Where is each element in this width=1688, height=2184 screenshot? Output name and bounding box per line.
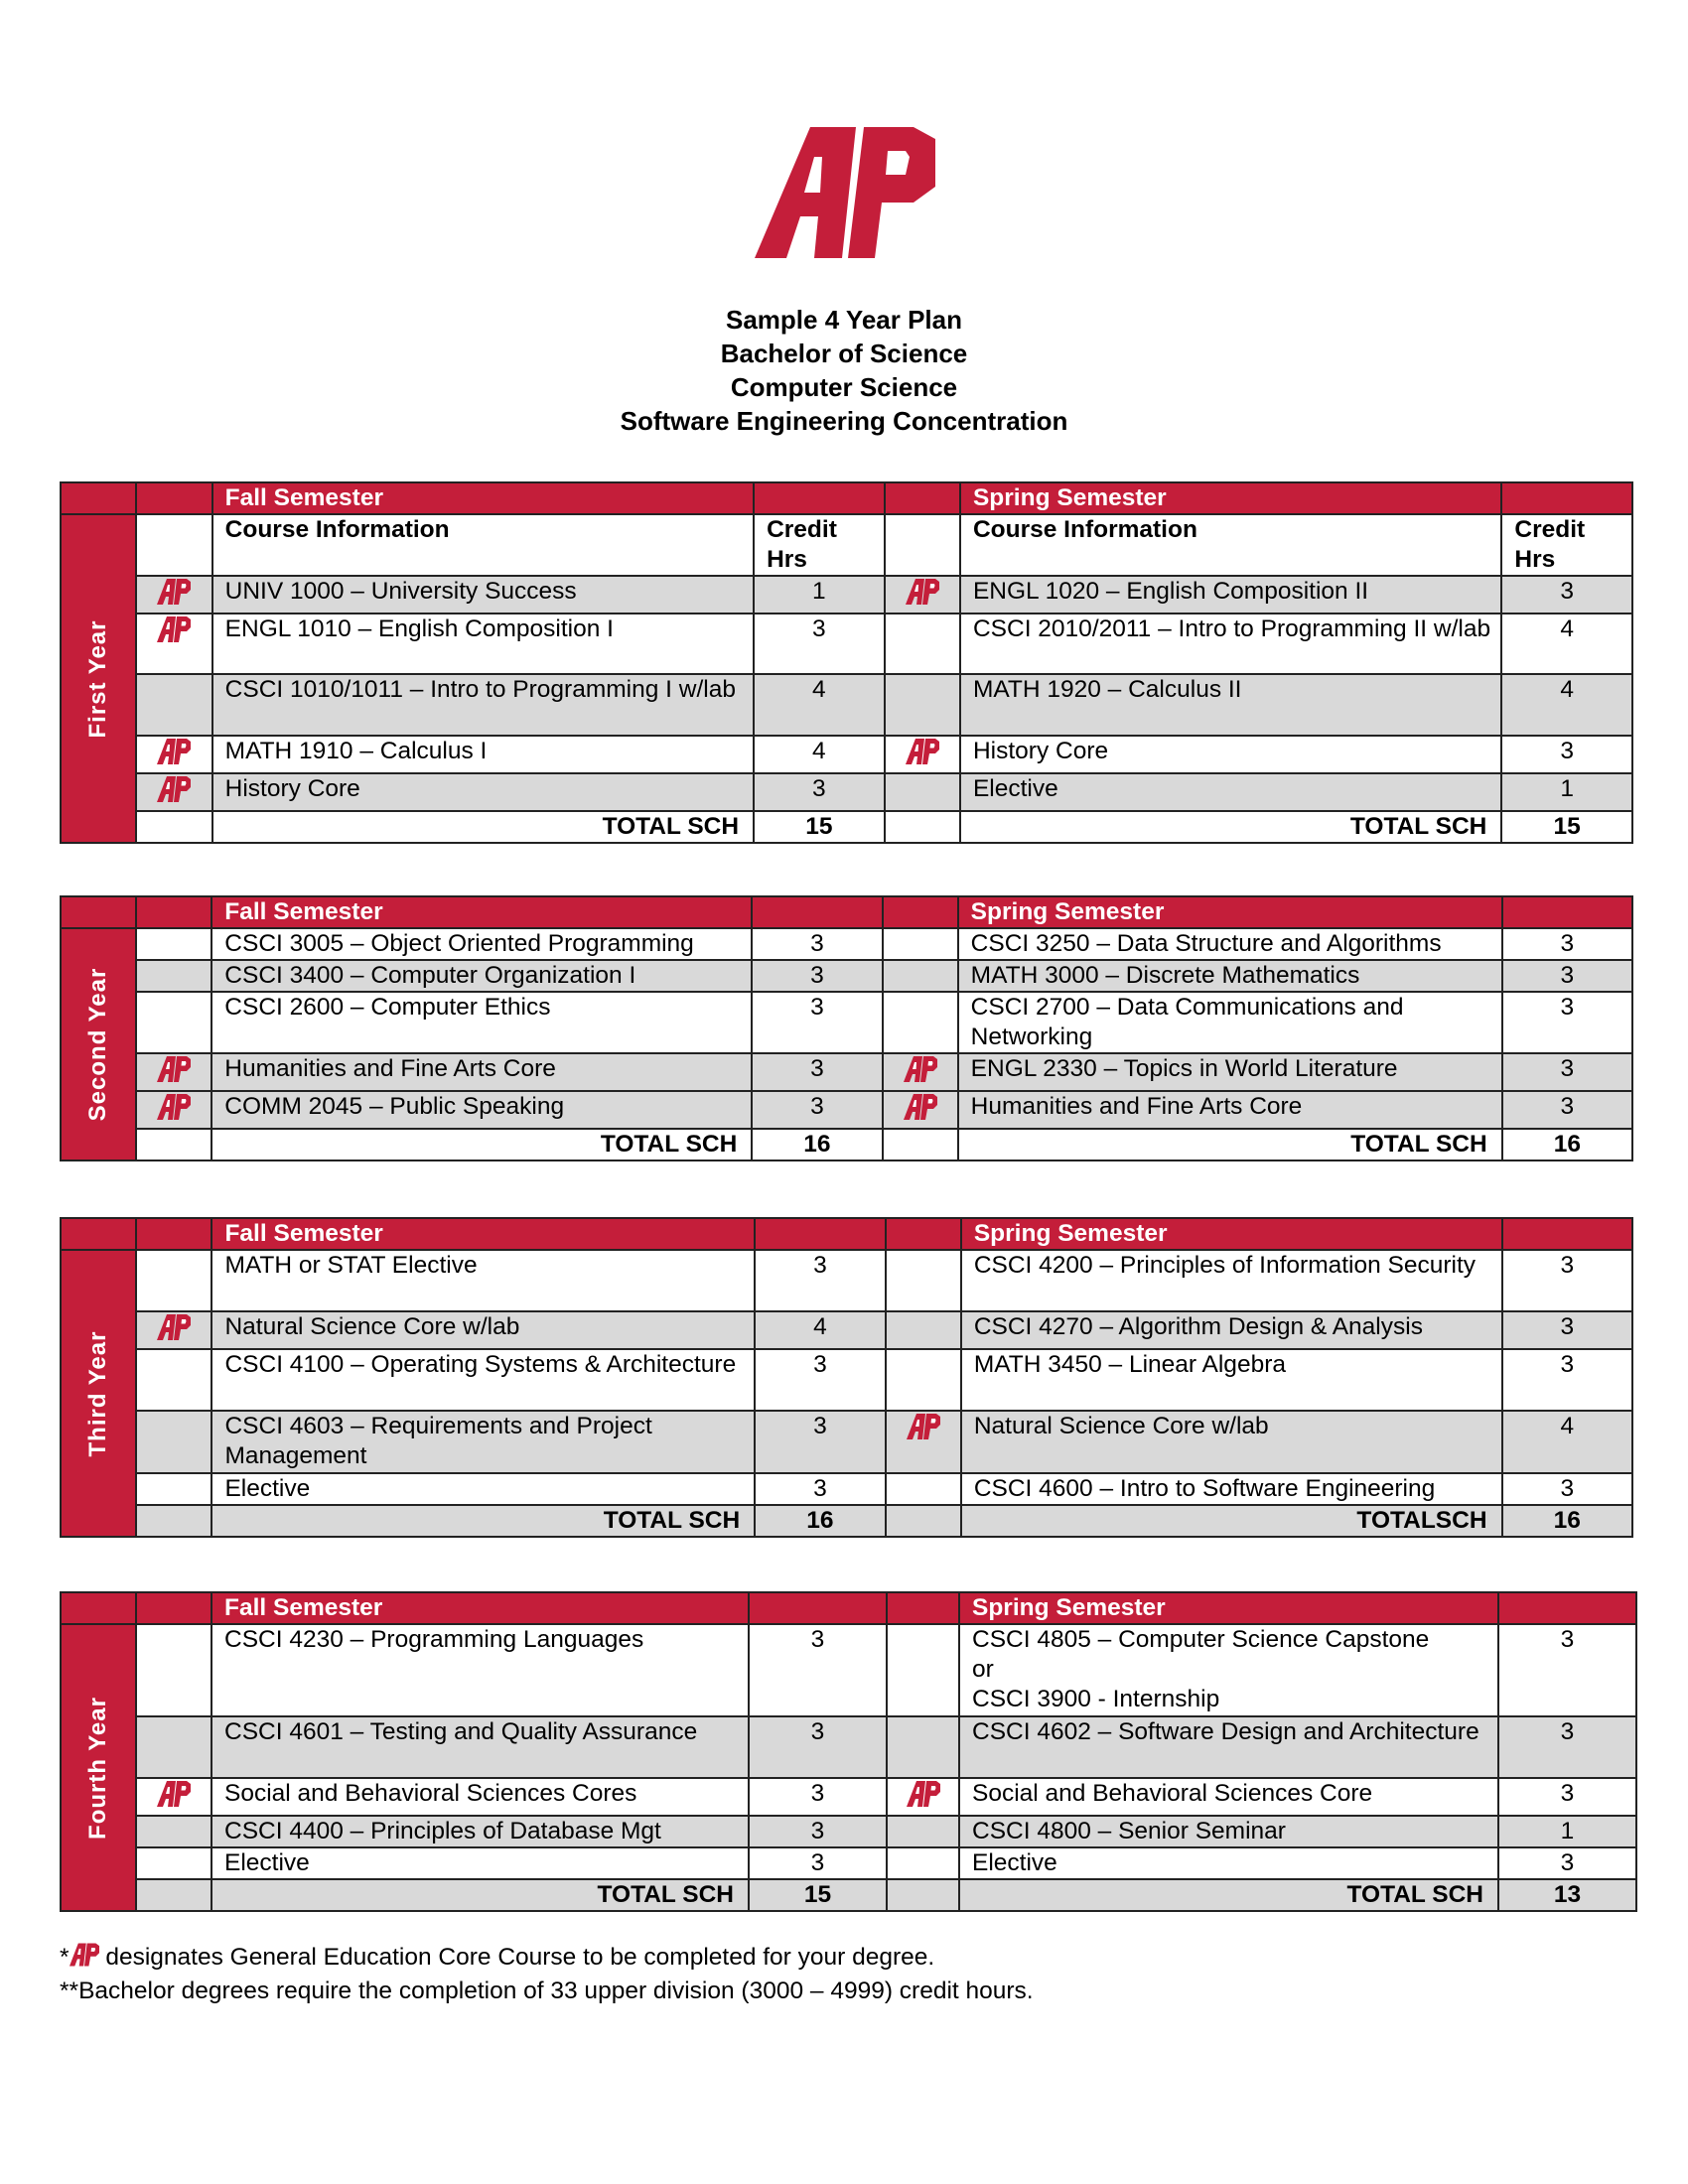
fall-core-icon-cell	[136, 1349, 211, 1411]
spring-credit-hrs: 3	[1498, 1716, 1636, 1778]
fall-credit-hrs: 3	[754, 614, 885, 674]
ap-core-icon	[157, 1056, 191, 1082]
year-table	[60, 1217, 1633, 1538]
fall-core-icon-cell	[136, 1716, 211, 1778]
spring-credit-hrs: 4	[1501, 674, 1632, 736]
fall-credit-hrs: 3	[752, 1053, 882, 1091]
ap-core-icon	[70, 1943, 99, 1967]
fall-credit-hrs: 4	[755, 1311, 885, 1349]
total-icon-cell	[136, 811, 211, 843]
spring-core-icon-cell	[883, 1091, 958, 1129]
credit-hrs-header: Credit Hrs	[754, 514, 885, 576]
year-label: Third Year	[84, 1330, 112, 1456]
spring-total-value: 15	[1501, 811, 1632, 843]
fall-course: CSCI 4601 – Testing and Quality Assurance	[211, 1716, 749, 1778]
fall-core-icon-cell	[136, 1091, 211, 1129]
spring-total-label: TOTAL SCH	[959, 1879, 1498, 1911]
spring-course: History Core	[960, 736, 1501, 773]
fall-credit-hrs: 3	[749, 1716, 887, 1778]
footnotes	[60, 1941, 1034, 2008]
fall-core-icon-cell	[136, 1816, 211, 1847]
fall-course: CSCI 3400 – Computer Organization I	[211, 960, 752, 992]
header-credit-cell	[754, 482, 885, 514]
fall-credit-hrs: 3	[752, 992, 882, 1053]
spring-course: Natural Science Core w/lab	[961, 1411, 1502, 1473]
total-icon-cell	[885, 811, 960, 843]
spring-semester-header: Spring Semester	[961, 1218, 1502, 1250]
fall-course: CSCI 4100 – Operating Systems & Architecture	[211, 1349, 755, 1411]
fall-core-icon-cell	[136, 1411, 211, 1473]
ap-core-icon	[906, 579, 939, 605]
spring-core-icon-cell	[885, 773, 960, 811]
total-icon-cell	[886, 1505, 961, 1537]
fall-course: CSCI 1010/1011 – Intro to Programming I w/lab	[212, 674, 754, 736]
spring-total-value: 16	[1502, 1129, 1632, 1160]
fall-core-icon-cell	[136, 1778, 211, 1816]
fall-core-icon-cell	[136, 992, 211, 1053]
spring-credit-hrs: 3	[1498, 1778, 1636, 1816]
course-row	[61, 1311, 1632, 1349]
fall-course: ENGL 1010 – English Composition I	[212, 614, 754, 674]
course-row	[61, 1816, 1636, 1847]
fall-credit-hrs: 3	[752, 928, 882, 960]
spring-core-icon-cell	[885, 736, 960, 773]
spring-credit-hrs: 1	[1498, 1816, 1636, 1847]
fall-credit-hrs: 3	[749, 1624, 887, 1716]
spring-course: Elective	[960, 773, 1501, 811]
spring-credit-hrs: 3	[1502, 1473, 1632, 1505]
header-icon-cell	[886, 1218, 961, 1250]
course-row	[61, 1847, 1636, 1879]
spring-course: CSCI 3250 – Data Structure and Algorithms	[958, 928, 1502, 960]
spring-core-icon-cell	[887, 1778, 959, 1816]
spring-core-icon-cell	[886, 1250, 961, 1311]
header-credit-cell	[752, 896, 882, 928]
spring-total-value: 13	[1498, 1879, 1636, 1911]
footnote-upper-division: **Bachelor degrees require the completion of 33 upper division (3000 – 4999) credit hours.	[60, 1978, 1034, 2004]
icon-cell	[136, 514, 211, 576]
fall-core-icon-cell	[136, 1847, 211, 1879]
ap-core-icon	[904, 1094, 937, 1120]
header-year-cell	[61, 896, 136, 928]
fall-credit-hrs: 4	[754, 736, 885, 773]
fall-total-value: 16	[752, 1129, 882, 1160]
course-row	[61, 674, 1632, 736]
title-line: Software Engineering Concentration	[620, 406, 1068, 436]
spring-core-icon-cell	[887, 1816, 959, 1847]
header-credit-cell	[1498, 1592, 1636, 1624]
course-row	[61, 1473, 1632, 1505]
spring-core-icon-cell	[886, 1411, 961, 1473]
title-line: Sample 4 Year Plan	[726, 305, 962, 335]
year-label-cell	[61, 1624, 136, 1911]
fall-course: MATH or STAT Elective	[211, 1250, 755, 1311]
spring-course: CSCI 4600 – Intro to Software Engineering	[961, 1473, 1502, 1505]
spring-course: CSCI 2010/2011 – Intro to Programming II w/lab	[960, 614, 1501, 674]
spring-core-icon-cell	[886, 1473, 961, 1505]
fall-course: Social and Behavioral Sciences Cores	[211, 1778, 749, 1816]
title-line: Computer Science	[730, 372, 958, 402]
year-label: Fourth Year	[84, 1696, 111, 1840]
spring-core-icon-cell	[887, 1624, 959, 1716]
spring-credit-hrs: 1	[1501, 773, 1632, 811]
year-label-cell	[61, 1250, 136, 1537]
spring-core-icon-cell	[883, 960, 958, 992]
total-icon-cell	[136, 1505, 211, 1537]
fall-course: CSCI 4603 – Requirements and Project Management	[211, 1411, 755, 1473]
footnote-asterisk: *	[60, 1944, 70, 1971]
spring-semester-header: Spring Semester	[959, 1592, 1498, 1624]
fall-total-label: TOTAL SCH	[211, 1879, 749, 1911]
fall-core-icon-cell	[136, 1624, 211, 1716]
ap-core-icon	[157, 616, 191, 642]
fall-course: Humanities and Fine Arts Core	[211, 1053, 752, 1091]
course-row	[61, 1624, 1636, 1716]
ap-core-icon	[157, 579, 191, 605]
fall-course: Elective	[211, 1847, 749, 1879]
fall-core-icon-cell	[136, 1473, 211, 1505]
fall-semester-header: Fall Semester	[211, 1592, 749, 1624]
spring-course: ENGL 1020 – English Composition II	[960, 576, 1501, 614]
footnote-core	[60, 1941, 1034, 1975]
credit-hrs-header: Credit Hrs	[1501, 514, 1632, 576]
spring-course: Humanities and Fine Arts Core	[958, 1091, 1502, 1129]
ap-core-icon	[907, 1414, 940, 1439]
fall-course: CSCI 2600 – Computer Ethics	[211, 992, 752, 1053]
year-table	[60, 1591, 1637, 1912]
fall-credit-hrs: 3	[755, 1250, 885, 1311]
course-row	[61, 576, 1632, 614]
fall-course: History Core	[212, 773, 754, 811]
course-info-header: Course Information	[960, 514, 1501, 576]
fall-credit-hrs: 3	[749, 1847, 887, 1879]
course-row	[61, 1250, 1632, 1311]
header-year-cell	[61, 482, 136, 514]
spring-course: CSCI 2700 – Data Communications and Networking	[958, 992, 1502, 1053]
header-credit-cell	[1502, 896, 1632, 928]
spring-course: Social and Behavioral Sciences Core	[959, 1778, 1498, 1816]
ap-core-icon	[906, 739, 939, 764]
spring-credit-hrs: 3	[1502, 1053, 1632, 1091]
ap-core-icon	[157, 776, 191, 802]
course-row	[61, 928, 1632, 960]
spring-course: MATH 3450 – Linear Algebra	[961, 1349, 1502, 1411]
fall-semester-header: Fall Semester	[211, 1218, 755, 1250]
fall-core-icon-cell	[136, 614, 211, 674]
header-icon-cell	[136, 1218, 211, 1250]
spring-credit-hrs: 3	[1501, 576, 1632, 614]
ap-core-icon	[157, 1781, 191, 1807]
fall-course: CSCI 4230 – Programming Languages	[211, 1624, 749, 1716]
header-icon-cell	[887, 1592, 959, 1624]
plan-title-block	[0, 303, 1688, 438]
footnote-core-text: designates General Education Core Course to be completed for your degree.	[98, 1944, 935, 1971]
spring-course: CSCI 4270 – Algorithm Design & Analysis	[961, 1311, 1502, 1349]
header-icon-cell	[885, 482, 960, 514]
icon-cell	[885, 514, 960, 576]
fall-total-label: TOTAL SCH	[212, 811, 754, 843]
total-icon-cell	[136, 1129, 211, 1160]
course-row	[61, 1778, 1636, 1816]
spring-core-icon-cell	[885, 614, 960, 674]
spring-credit-hrs: 3	[1502, 1349, 1632, 1411]
spring-credit-hrs: 4	[1502, 1411, 1632, 1473]
spring-credit-hrs: 3	[1502, 1250, 1632, 1311]
spring-credit-hrs: 3	[1502, 1311, 1632, 1349]
fall-credit-hrs: 3	[752, 960, 882, 992]
fall-credit-hrs: 1	[754, 576, 885, 614]
spring-core-icon-cell	[883, 928, 958, 960]
spring-core-icon-cell	[887, 1716, 959, 1778]
spring-course: MATH 1920 – Calculus II	[960, 674, 1501, 736]
fall-core-icon-cell	[136, 928, 211, 960]
spring-total-label: TOTAL SCH	[960, 811, 1501, 843]
spring-course: CSCI 4800 – Senior Seminar	[959, 1816, 1498, 1847]
fall-core-icon-cell	[136, 1311, 211, 1349]
fall-course: Natural Science Core w/lab	[211, 1311, 755, 1349]
header-icon-cell	[136, 1592, 211, 1624]
year-label-cell	[61, 514, 136, 843]
spring-credit-hrs: 3	[1502, 992, 1632, 1053]
fall-credit-hrs: 3	[755, 1473, 885, 1505]
fall-total-value: 15	[754, 811, 885, 843]
course-row	[61, 614, 1632, 674]
header-year-cell	[61, 1592, 136, 1624]
fall-core-icon-cell	[136, 773, 211, 811]
spring-semester-header: Spring Semester	[958, 896, 1502, 928]
fall-core-icon-cell	[136, 576, 211, 614]
spring-credit-hrs: 3	[1501, 736, 1632, 773]
year-label-cell	[61, 928, 136, 1160]
fall-credit-hrs: 3	[755, 1349, 885, 1411]
ap-core-icon	[157, 739, 191, 764]
fall-course: CSCI 3005 – Object Oriented Programming	[211, 928, 752, 960]
spring-core-icon-cell	[885, 674, 960, 736]
spring-course: ENGL 2330 – Topics in World Literature	[958, 1053, 1502, 1091]
fall-course: MATH 1910 – Calculus I	[212, 736, 754, 773]
fall-semester-header: Fall Semester	[212, 482, 754, 514]
course-row	[61, 1411, 1632, 1473]
fall-course: COMM 2045 – Public Speaking	[211, 1091, 752, 1129]
course-row	[61, 1091, 1632, 1129]
fall-total-label: TOTAL SCH	[211, 1129, 752, 1160]
total-icon-cell	[887, 1879, 959, 1911]
fall-core-icon-cell	[136, 736, 211, 773]
year-table	[60, 481, 1633, 844]
header-icon-cell	[883, 896, 958, 928]
year-label: First Year	[84, 619, 112, 738]
course-row	[61, 1053, 1632, 1091]
header-year-cell	[61, 1218, 136, 1250]
spring-core-icon-cell	[887, 1847, 959, 1879]
spring-core-icon-cell	[883, 992, 958, 1053]
fall-credit-hrs: 3	[749, 1816, 887, 1847]
fall-core-icon-cell	[136, 674, 211, 736]
year-table	[60, 895, 1633, 1161]
course-info-header: Course Information	[212, 514, 754, 576]
course-row	[61, 992, 1632, 1053]
course-row	[61, 736, 1632, 773]
fall-total-value: 16	[755, 1505, 885, 1537]
spring-credit-hrs: 3	[1502, 960, 1632, 992]
spring-total-value: 16	[1502, 1505, 1632, 1537]
spring-course: MATH 3000 – Discrete Mathematics	[958, 960, 1502, 992]
spring-credit-hrs: 3	[1502, 1091, 1632, 1129]
spring-course: CSCI 4805 – Computer Science Capstone or CSCI 3900 - Internship	[959, 1624, 1498, 1716]
spring-total-label: TOTAL SCH	[958, 1129, 1502, 1160]
fall-credit-hrs: 3	[755, 1411, 885, 1473]
title-line: Bachelor of Science	[720, 339, 968, 368]
header-credit-cell	[755, 1218, 885, 1250]
spring-total-label: TOTALSCH	[961, 1505, 1502, 1537]
header-credit-cell	[1502, 1218, 1632, 1250]
spring-core-icon-cell	[886, 1311, 961, 1349]
spring-core-icon-cell	[886, 1349, 961, 1411]
fall-total-label: TOTAL SCH	[211, 1505, 755, 1537]
fall-credit-hrs: 3	[752, 1091, 882, 1129]
ap-logo-icon	[755, 127, 935, 258]
fall-semester-header: Fall Semester	[211, 896, 752, 928]
header-credit-cell	[749, 1592, 887, 1624]
fall-credit-hrs: 3	[749, 1778, 887, 1816]
fall-core-icon-cell	[136, 1053, 211, 1091]
course-row	[61, 960, 1632, 992]
course-row	[61, 773, 1632, 811]
spring-course: CSCI 4200 – Principles of Information Security	[961, 1250, 1502, 1311]
header-icon-cell	[136, 896, 211, 928]
ap-core-icon	[157, 1094, 191, 1120]
spring-course: CSCI 4602 – Software Design and Architecture	[959, 1716, 1498, 1778]
spring-credit-hrs: 3	[1498, 1847, 1636, 1879]
spring-credit-hrs: 4	[1501, 614, 1632, 674]
spring-core-icon-cell	[885, 576, 960, 614]
course-row	[61, 1349, 1632, 1411]
spring-course: Elective	[959, 1847, 1498, 1879]
header-credit-cell	[1501, 482, 1632, 514]
fall-core-icon-cell	[136, 1250, 211, 1311]
spring-semester-header: Spring Semester	[960, 482, 1501, 514]
header-icon-cell	[136, 482, 211, 514]
ap-core-icon	[157, 1314, 191, 1340]
total-icon-cell	[883, 1129, 958, 1160]
fall-course: CSCI 4400 – Principles of Database Mgt	[211, 1816, 749, 1847]
fall-credit-hrs: 4	[754, 674, 885, 736]
year-label: Second Year	[84, 967, 112, 1122]
spring-core-icon-cell	[883, 1053, 958, 1091]
course-row	[61, 1716, 1636, 1778]
fall-course: UNIV 1000 – University Success	[212, 576, 754, 614]
fall-total-value: 15	[749, 1879, 887, 1911]
fall-course: Elective	[211, 1473, 755, 1505]
total-icon-cell	[136, 1879, 211, 1911]
spring-credit-hrs: 3	[1502, 928, 1632, 960]
fall-core-icon-cell	[136, 960, 211, 992]
spring-credit-hrs: 3	[1498, 1624, 1636, 1716]
ap-core-icon	[904, 1056, 937, 1082]
fall-credit-hrs: 3	[754, 773, 885, 811]
ap-core-icon	[907, 1781, 940, 1807]
